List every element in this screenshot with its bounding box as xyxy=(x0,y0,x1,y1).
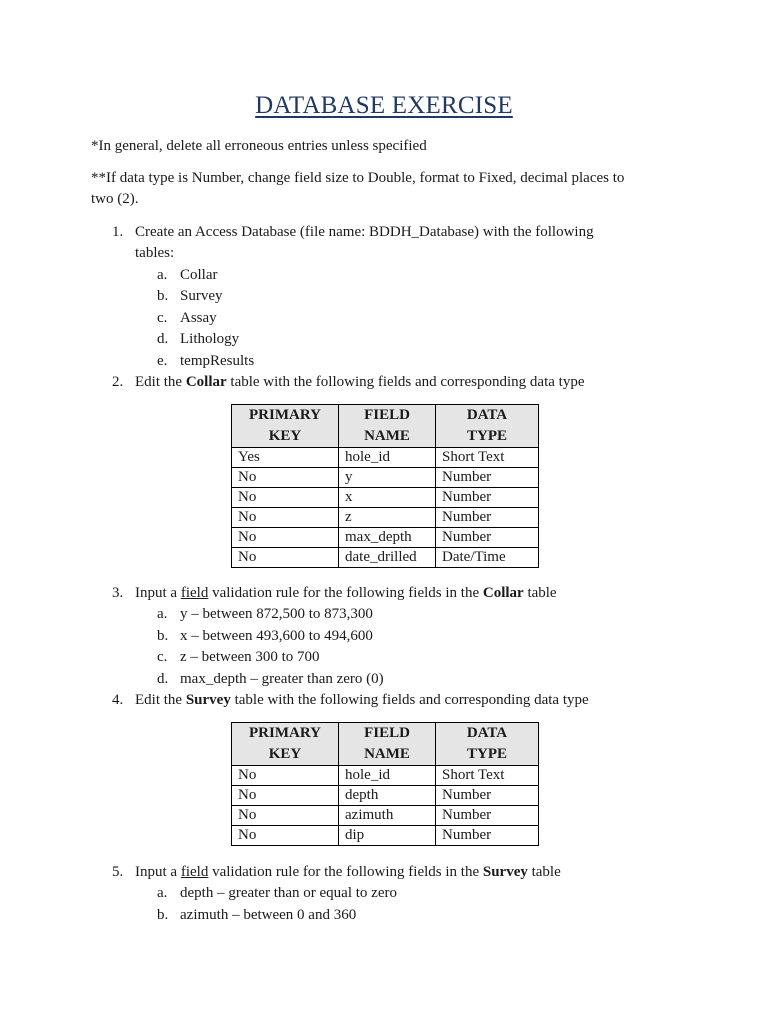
cell-primary-key: No xyxy=(232,468,339,488)
cell-data-type: Number xyxy=(436,826,539,846)
sub-item-text: Lithology xyxy=(180,331,240,347)
header-field-name: FIELD NAME xyxy=(339,723,436,766)
item-text: Input a field validation rule for the following fields in the Collar table xyxy=(135,585,557,601)
sub-item-text: Survey xyxy=(180,288,223,304)
cell-data-type: Short Text xyxy=(436,766,539,786)
item-text: Edit the Collar table with the following fields and corresponding data type xyxy=(135,374,585,390)
sub-item-mark: b. xyxy=(157,907,169,923)
sub-item-text: x – between 493,600 to 494,600 xyxy=(180,628,373,644)
cell-field-name: date_drilled xyxy=(339,548,436,568)
cell-field-name: depth xyxy=(339,786,436,806)
cell-primary-key: No xyxy=(232,766,339,786)
sub-item-mark: a. xyxy=(157,885,168,901)
survey-table xyxy=(231,722,539,846)
cell-field-name: azimuth xyxy=(339,806,436,826)
cell-primary-key: No xyxy=(232,806,339,826)
sub-item-mark: c. xyxy=(157,310,168,326)
cell-field-name: dip xyxy=(339,826,436,846)
cell-field-name: y xyxy=(339,468,436,488)
cell-data-type: Date/Time xyxy=(436,548,539,568)
sub-item-mark: c. xyxy=(157,649,168,665)
item-number: 2. xyxy=(112,374,124,390)
sub-item-mark: a. xyxy=(157,267,168,283)
header-data-type: DATA TYPE xyxy=(436,405,539,448)
header-primary-key: PRIMARY KEY xyxy=(232,723,339,766)
cell-field-name: x xyxy=(339,488,436,508)
sub-item-text: Assay xyxy=(180,310,217,326)
sub-item-mark: b. xyxy=(157,628,169,644)
table-row xyxy=(232,548,539,568)
cell-primary-key: No xyxy=(232,826,339,846)
note-number-type-line2: two (2). xyxy=(91,191,139,207)
cell-data-type: Number xyxy=(436,508,539,528)
cell-primary-key: No xyxy=(232,786,339,806)
item-number: 4. xyxy=(112,692,124,708)
header-field-name: FIELD NAME xyxy=(339,405,436,448)
sub-item-text: y – between 872,500 to 873,300 xyxy=(180,606,373,622)
sub-item-mark: a. xyxy=(157,606,168,622)
sub-item-text: max_depth – greater than zero (0) xyxy=(180,671,384,687)
cell-primary-key: Yes xyxy=(232,448,339,468)
item-number: 5. xyxy=(112,864,124,880)
cell-field-name: hole_id xyxy=(339,448,436,468)
item-text: Create an Access Database (file name: BDDH_Database) with the following xyxy=(135,224,594,240)
sub-item-mark: b. xyxy=(157,288,169,304)
list-item-1-continued: tables: xyxy=(135,245,175,261)
table-header-row xyxy=(232,405,539,448)
page-title: DATABASE EXERCISE xyxy=(255,92,513,119)
item-number: 1. xyxy=(112,224,124,240)
sub-item-mark: e. xyxy=(157,353,168,369)
item-text: Input a field validation rule for the following fields in the Survey table xyxy=(135,864,561,880)
cell-primary-key: No xyxy=(232,548,339,568)
table-row xyxy=(232,826,539,846)
table-header-row xyxy=(232,723,539,766)
cell-data-type: Number xyxy=(436,468,539,488)
cell-data-type: Number xyxy=(436,786,539,806)
table-row xyxy=(232,528,539,548)
sub-item-mark: d. xyxy=(157,671,169,687)
sub-item-mark: d. xyxy=(157,331,169,347)
collar-table xyxy=(231,404,539,568)
cell-data-type: Short Text xyxy=(436,448,539,468)
cell-data-type: Number xyxy=(436,528,539,548)
header-data-type: DATA TYPE xyxy=(436,723,539,766)
table-row xyxy=(232,806,539,826)
sub-item-text: tempResults xyxy=(180,353,255,369)
cell-primary-key: No xyxy=(232,528,339,548)
table-row xyxy=(232,468,539,488)
cell-data-type: Number xyxy=(436,488,539,508)
note-number-type-line1: **If data type is Number, change field size to Double, format to Fixed, decimal places to xyxy=(91,170,625,186)
cell-primary-key: No xyxy=(232,508,339,528)
table-row xyxy=(232,448,539,468)
note-general: *In general, delete all erroneous entries unless specified xyxy=(91,138,427,154)
header-primary-key: PRIMARY KEY xyxy=(232,405,339,448)
cell-field-name: max_depth xyxy=(339,528,436,548)
cell-field-name: z xyxy=(339,508,436,528)
table-row xyxy=(232,488,539,508)
sub-item-text: z – between 300 to 700 xyxy=(180,649,320,665)
item-number: 3. xyxy=(112,585,124,601)
item-text: Edit the Survey table with the following fields and corresponding data type xyxy=(135,692,589,708)
table-row xyxy=(232,786,539,806)
sub-item-text: Collar xyxy=(180,267,218,283)
table-row xyxy=(232,508,539,528)
cell-data-type: Number xyxy=(436,806,539,826)
table-row xyxy=(232,766,539,786)
sub-item-text: azimuth – between 0 and 360 xyxy=(180,907,357,923)
cell-field-name: hole_id xyxy=(339,766,436,786)
sub-item-text: depth – greater than or equal to zero xyxy=(180,885,397,901)
cell-primary-key: No xyxy=(232,488,339,508)
